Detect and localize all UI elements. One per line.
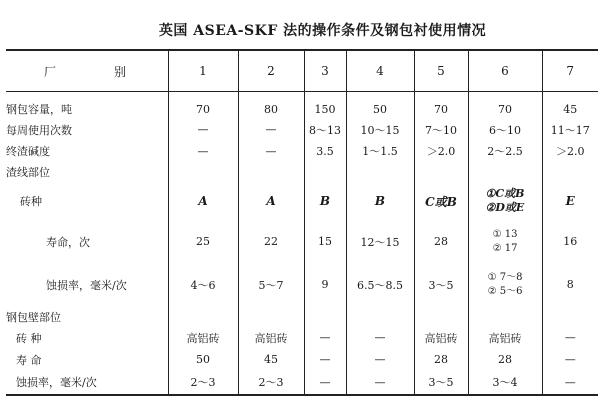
- cell: —: [542, 349, 598, 371]
- cell: 50: [346, 92, 414, 119]
- cell: 150: [304, 92, 346, 119]
- header-col-5: 5: [414, 50, 468, 92]
- cell: —: [304, 327, 346, 349]
- cell: [468, 221, 542, 263]
- cell: —: [346, 371, 414, 395]
- row-wall-section: [6, 307, 598, 327]
- cell: 12～15: [346, 221, 414, 263]
- cell: 高铝砖: [414, 327, 468, 349]
- row-label: 蚀损率，毫米/次: [6, 371, 168, 395]
- header-col-6: 6: [468, 50, 542, 92]
- cell: —: [304, 349, 346, 371]
- row-slag-wear: [6, 263, 598, 307]
- cell: 28: [414, 349, 468, 371]
- cell: B: [304, 182, 346, 221]
- cell: 5～7: [238, 263, 304, 307]
- header-col-4: 4: [346, 50, 414, 92]
- cell: —: [168, 141, 238, 162]
- cell: 9: [304, 263, 346, 307]
- cell: A: [168, 182, 238, 221]
- row-slag-brick: [6, 182, 598, 221]
- row-uses: [6, 119, 598, 141]
- row-slag-life: [6, 221, 598, 263]
- cell: 50: [168, 349, 238, 371]
- cell-line: ① 13: [492, 228, 518, 240]
- cell: 7～10: [414, 119, 468, 141]
- cell: —: [304, 371, 346, 395]
- cell: 4～6: [168, 263, 238, 307]
- cell: 8: [542, 263, 598, 307]
- cell: —: [238, 141, 304, 162]
- row-label: 每周使用次数: [6, 123, 72, 137]
- header-col-2: 2: [238, 50, 304, 92]
- cell: 3.5: [304, 141, 346, 162]
- cell: 25: [168, 221, 238, 263]
- header-col-1: 1: [168, 50, 238, 92]
- cell: 28: [414, 221, 468, 263]
- cell: 2～3: [238, 371, 304, 395]
- cell: 10～15: [346, 119, 414, 141]
- row-wall-wear: [6, 371, 598, 395]
- cell: 2～3: [168, 371, 238, 395]
- operating-conditions-table: [6, 49, 598, 396]
- header-factory-char-2: 别: [114, 64, 127, 79]
- cell: E: [542, 182, 598, 221]
- cell: —: [346, 327, 414, 349]
- cell: ＞2.0: [414, 141, 468, 162]
- cell: 1～1.5: [346, 141, 414, 162]
- section-label: 钢包壁部位: [6, 310, 61, 324]
- row-wall-brick: [6, 327, 598, 349]
- cell: —: [542, 371, 598, 395]
- cell: C或B: [414, 182, 468, 221]
- row-label: 终渣碱度: [6, 145, 50, 158]
- row-label: 钢包容量，吨: [6, 103, 72, 117]
- cell: 高铝砖: [238, 327, 304, 349]
- cell: 高铝砖: [468, 327, 542, 349]
- cell: —: [168, 119, 238, 141]
- cell-line: ① 7～8: [487, 271, 523, 283]
- section-label: 渣线部位: [6, 165, 50, 179]
- cell: 70: [468, 92, 542, 119]
- row-label: 寿命，次: [46, 235, 90, 249]
- header-col-7: 7: [542, 50, 598, 92]
- row-label: 砖种: [20, 195, 42, 208]
- row-label: 蚀损率，毫米/次: [46, 278, 127, 292]
- cell: [468, 182, 542, 221]
- header-factory: [6, 50, 168, 92]
- cell: 2～2.5: [468, 141, 542, 162]
- cell-line: ②D或E: [485, 201, 525, 214]
- cell: 28: [468, 349, 542, 371]
- cell: [468, 263, 542, 307]
- cell: 45: [542, 92, 598, 119]
- cell: —: [346, 349, 414, 371]
- header-row: [6, 50, 598, 92]
- row-capacity: [6, 92, 598, 119]
- cell: 70: [414, 92, 468, 119]
- cell: 8～13: [304, 119, 346, 141]
- cell: 70: [168, 92, 238, 119]
- cell: 16: [542, 221, 598, 263]
- cell: 15: [304, 221, 346, 263]
- cell: ＞2.0: [542, 141, 598, 162]
- cell: A: [238, 182, 304, 221]
- cell: B: [346, 182, 414, 221]
- cell: —: [542, 327, 598, 349]
- table-title: 英国 ASEA-SKF 法的操作条件及钢包衬使用情况: [158, 23, 487, 39]
- cell-line: ①C或B: [485, 187, 525, 200]
- row-label: 寿 命: [16, 353, 42, 367]
- cell: 45: [238, 349, 304, 371]
- cell: 3～4: [468, 371, 542, 395]
- header-factory-char-1: 厂: [44, 64, 57, 79]
- cell: 高铝砖: [168, 327, 238, 349]
- row-basicity: [6, 141, 598, 162]
- cell: 3～5: [414, 263, 468, 307]
- cell: 6～10: [468, 119, 542, 141]
- row-slagline-section: [6, 162, 598, 182]
- cell: 11～17: [542, 119, 598, 141]
- cell: 3～5: [414, 371, 468, 395]
- row-label: 砖 种: [16, 331, 42, 345]
- header-col-3: 3: [304, 50, 346, 92]
- cell-line: ② 5～6: [487, 285, 523, 297]
- cell-line: ② 17: [492, 242, 518, 254]
- cell: 80: [238, 92, 304, 119]
- row-wall-life: [6, 349, 598, 371]
- cell: —: [238, 119, 304, 141]
- cell: 22: [238, 221, 304, 263]
- cell: 6.5～8.5: [346, 263, 414, 307]
